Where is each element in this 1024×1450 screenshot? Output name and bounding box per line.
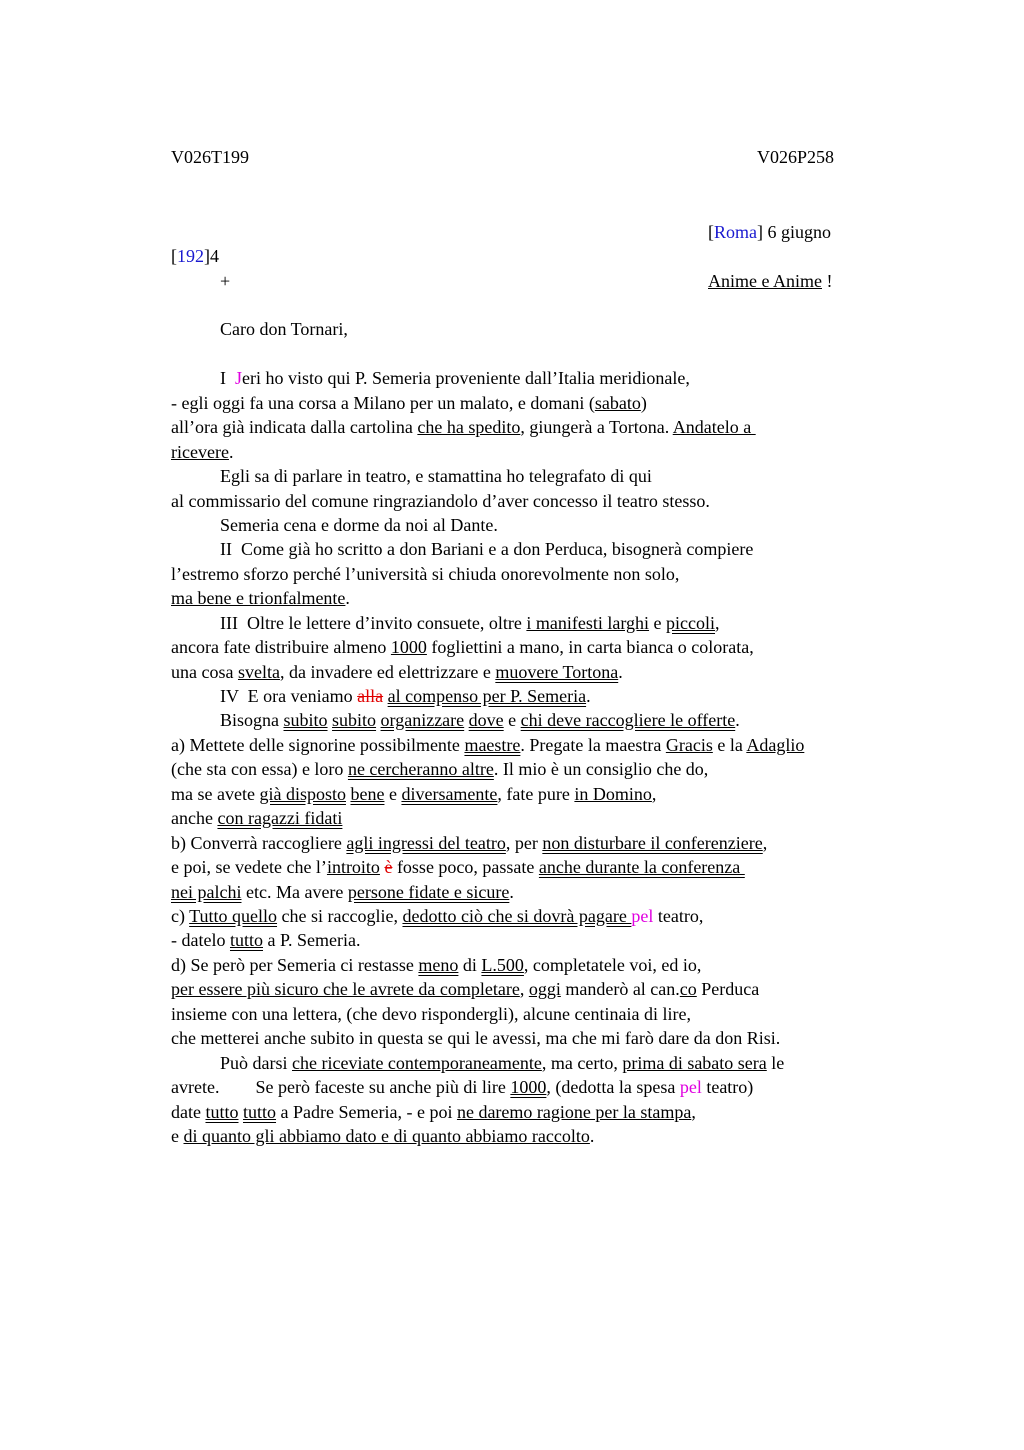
text-line: - egli oggi fa una corsa a Milano per un malato, e domani (sabato) <box>171 393 647 413</box>
text-line: - datelo tutto a P. Semeria. <box>171 930 361 950</box>
text-line: Può darsi che riceviate contemporaneamente, ma certo, prima di sabato sera le <box>220 1053 785 1073</box>
text-line: anche con ragazzi fidati <box>171 808 343 828</box>
insertion: pel <box>679 1077 702 1097</box>
dateline-year: [192]4 <box>171 246 219 266</box>
text-line: I Jeri ho visto qui P. Semeria proveniente dall’Italia meridionale, <box>220 368 690 388</box>
text-line: Semeria cena e dorme da noi al Dante. <box>220 515 498 535</box>
text-line: insieme con una lettera, (che devo rispondergli), alcune centinaia di lire, <box>171 1004 691 1024</box>
text-line: IV E ora veniamo alla al compenso per P. Semeria. <box>220 686 591 706</box>
deletion: alla <box>357 686 384 706</box>
text-line: che metterei anche subito in questa se qui le avessi, ma che mi farò dare da don Risi. <box>171 1028 781 1048</box>
header-left-code: V026T199 <box>171 147 249 167</box>
cross-symbol: + <box>220 271 231 291</box>
text-line: nei palchi etc. Ma avere persone fidate e sicure. <box>171 882 514 902</box>
text-line: ma se avete già disposto bene e diversamente, fate pure in Domino, <box>171 784 657 804</box>
text-line: al commissario del comune ringraziandolo d’aver concesso il teatro stesso. <box>171 491 710 511</box>
editorial-year: 192 <box>177 246 204 266</box>
insertion: pel <box>631 906 654 926</box>
text-line: Bisogna subito subito organizzare dove e chi deve raccogliere le offerte. <box>220 710 740 730</box>
text-line: e di quanto gli abbiamo dato e di quanto abbiamo raccolto. <box>171 1126 595 1146</box>
text-line: ma bene e trionfalmente. <box>171 588 350 608</box>
text-line: date tutto tutto a Padre Semeria, - e poi ne daremo ragione per la stampa, <box>171 1102 696 1122</box>
text-line: a) Mettete delle signorine possibilmente maestre. Pregate la maestra Gracis e la Adaglio <box>171 735 805 755</box>
text-line: III Oltre le lettere d’invito consuete, oltre i manifesti larghi e piccoli, <box>220 613 720 633</box>
dateline-place-date: [Roma] 6 giugno <box>708 222 831 242</box>
text-line: b) Converrà raccogliere agli ingressi del teatro, per non disturbare il conferenziere, <box>171 833 768 853</box>
text-line: una cosa svelta, da invadere ed elettrizzare e muovere Tortona. <box>171 662 623 682</box>
insertion: J <box>235 368 243 388</box>
text-line: e poi, se vedete che l’introito è fosse poco, passate anche durante la conferenza <box>171 857 745 877</box>
text-line: avrete. Se però faceste su anche più di lire 1000, (dedotta la spesa pel teatro) <box>171 1077 754 1097</box>
text-line: (che sta con essa) e loro ne cercheranno altre. Il mio è un consiglio che do, <box>171 759 709 779</box>
text-line: per essere più sicuro che le avrete da completare, oggi manderò al can.co Perduca <box>171 979 760 999</box>
text-line: l’estremo sforzo perché l’università si chiuda onorevolmente non solo, <box>171 564 680 584</box>
text-line: all’ora già indicata dalla cartolina che ha spedito, giungerà a Tortona. Andatelo a <box>171 417 756 437</box>
deletion: è <box>384 857 393 877</box>
text-line: Egli sa di parlare in teatro, e stamattina ho telegrafato di qui <box>220 466 652 486</box>
header-right-code: V026P258 <box>757 147 835 167</box>
salutation: Caro don Tornari, <box>220 319 348 339</box>
text-line: d) Se però per Semeria ci restasse meno di L.500, completatele voi, ed io, <box>171 955 702 975</box>
text-line: ricevere. <box>171 442 234 462</box>
motto: Anime e Anime ! <box>708 271 833 291</box>
text-line: II Come già ho scritto a don Bariani e a don Perduca, bisognerà compiere <box>220 539 754 559</box>
editorial-place: Roma <box>714 222 757 242</box>
text-line: c) Tutto quello che si raccoglie, dedotto ciò che si dovrà pagare pel teatro, <box>171 906 704 926</box>
text-line: ancora fate distribuire almeno 1000 fogliettini a mano, in carta bianca o colorata, <box>171 637 754 657</box>
